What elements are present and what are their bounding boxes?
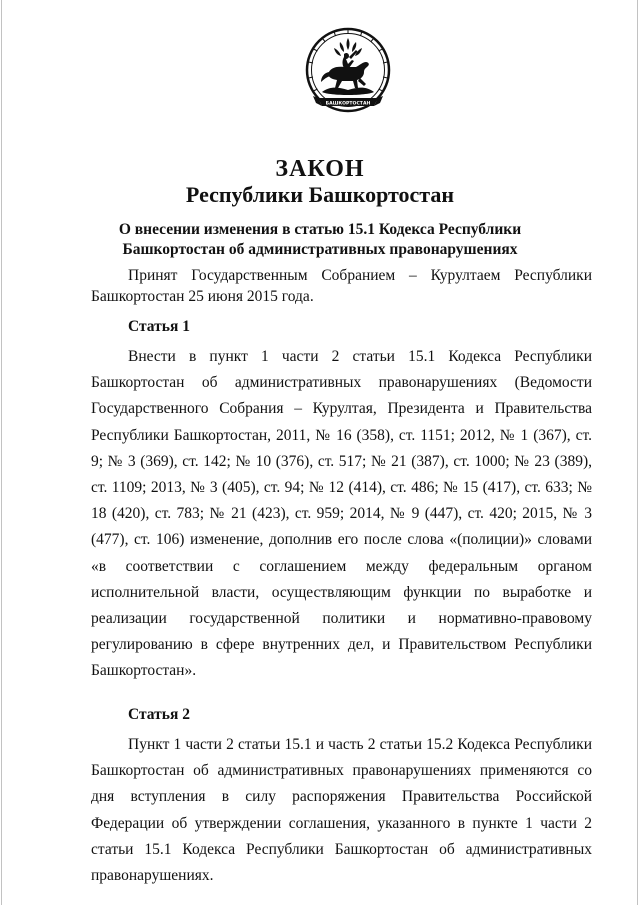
scan-edge-right (637, 0, 638, 905)
law-subject: О внесении изменения в статью 15.1 Кодекса Республики Башкортостан об административных правонарушениях (118, 221, 522, 258)
document-subtitle: Республики Башкортостан (185, 182, 455, 207)
emblem-ribbon-text: БАШКОРТОСТАН (325, 101, 371, 107)
article-2-text: Пункт 1 части 2 статьи 15.1 и часть 2 статьи 15.2 Кодекса Республики Башкортостан об административных правонарушениях применяются со дня вступления в силу распоряжения Правительства Российской Федерации об утверждении соглашения, указанного в пункте 1 части 2 статьи 15.1 Кодекса Республики Башкортостан об административных правонарушениях. (91, 736, 592, 885)
adoption-statement: Принят Государственным Собранием – Курултаем Республики Башкортостан 25 июня 2015 года. (91, 267, 592, 305)
article-2-heading: Статья 2 (128, 706, 190, 723)
scan-edge-left (1, 0, 2, 905)
article-1-heading: Статья 1 (128, 318, 190, 335)
article-1-text: Внести в пункт 1 части 2 статьи 15.1 Кодекса Республики Башкортостан об административных правонарушениях (Ведомости Государственного Собрания – Курултая, Президента и Правительства Республики Башкортостан, 2011, № 16 (358), ст. 1151; 2012, № 1 (367), ст. 9; № 3 (369), ст. 142; № 10 (376), ст. 517; № 21 (387), ст. 1000; № 23 (389), ст. 1109; 2013, № 3 (405), ст. 94; № 12 (414), ст. 486; № 15 (417), ст. 633; № 18 (420), ст. 783; № 21 (423), ст. 959; 2014, № 9 (447), ст. 420; 2015, № 3 (477), ст. 106) изменение, дополнив его после слова «(полиции)» словами «в соответствии с соглашением между федеральным органом исполнительной власти, осуществляющим функции по выработке и реализации государственной политики и нормативно-правовому регулированию в сфере внутренних дел, и Правительством Республики Башкортостан». (91, 348, 592, 680)
bashkortostan-coat-of-arms-icon (304, 24, 392, 122)
document-title: ЗАКОН (275, 156, 365, 182)
